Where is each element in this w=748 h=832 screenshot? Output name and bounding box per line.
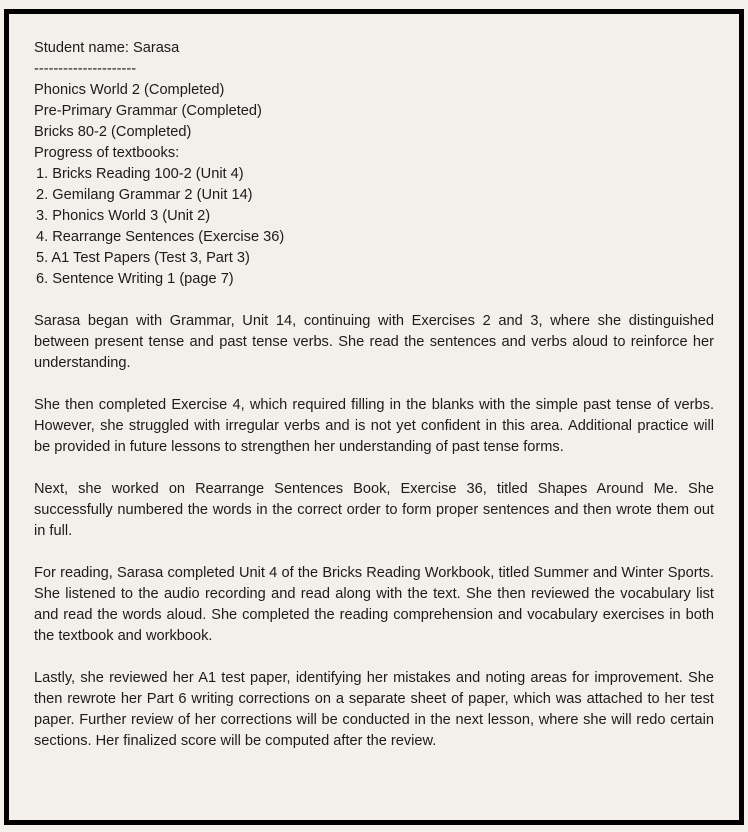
paragraph-grammar: Sarasa began with Grammar, Unit 14, continuing with Exercises 2 and 3, where she distinguished between present tense and past tense verbs. She read the sentences and verbs aloud to reinforce her understanding. [34,313,714,371]
report-content [34,38,714,752]
completed-book: Phonics World 2 (Completed) [34,82,225,98]
student-name: Student name: Sarasa [34,40,180,56]
completed-book: Bricks 80-2 (Completed) [34,124,192,140]
paragraph-exercise: She then completed Exercise 4, which required filling in the blanks with the simple past tense of verbs. However, she struggled with irregular verbs and is not yet confident in this area. Additional practice will be provided in future lessons to strengthen her understanding of past tense forms. [34,397,714,455]
completed-book: Pre-Primary Grammar (Completed) [34,103,262,119]
paragraph-rearrange: Next, she worked on Rearrange Sentences Book, Exercise 36, titled Shapes Around Me. She successfully numbered the words in the correct order to form proper sentences and then wrote them out in full. [34,481,714,539]
paragraph-reading: For reading, Sarasa completed Unit 4 of the Bricks Reading Workbook, titled Summer and Winter Sports. She listened to the audio recording and read along with the text. She then reviewed the vocabulary list and read the words aloud. She completed the reading comprehension and vocabulary exercises in both the textbook and workbook. [34,565,714,644]
progress-item: 2. Gemilang Grammar 2 (Unit 14) [36,187,253,203]
report-frame [4,9,744,825]
progress-item: 5. A1 Test Papers (Test 3, Part 3) [36,250,250,266]
progress-label: Progress of textbooks: [34,145,180,161]
divider: --------------------- [34,61,137,77]
progress-item: 1. Bricks Reading 100-2 (Unit 4) [36,166,244,182]
progress-item: 4. Rearrange Sentences (Exercise 36) [36,229,285,245]
progress-item: 3. Phonics World 3 (Unit 2) [36,208,211,224]
progress-item: 6. Sentence Writing 1 (page 7) [36,271,234,287]
paragraph-test-review: Lastly, she reviewed her A1 test paper, identifying her mistakes and noting areas for improvement. She then rewrote her Part 6 writing corrections on a separate sheet of paper, which was attached to her test paper. Further review of her corrections will be conducted in the next lesson, where she will redo certain sections. Her finalized score will be computed after the review. [34,670,714,749]
